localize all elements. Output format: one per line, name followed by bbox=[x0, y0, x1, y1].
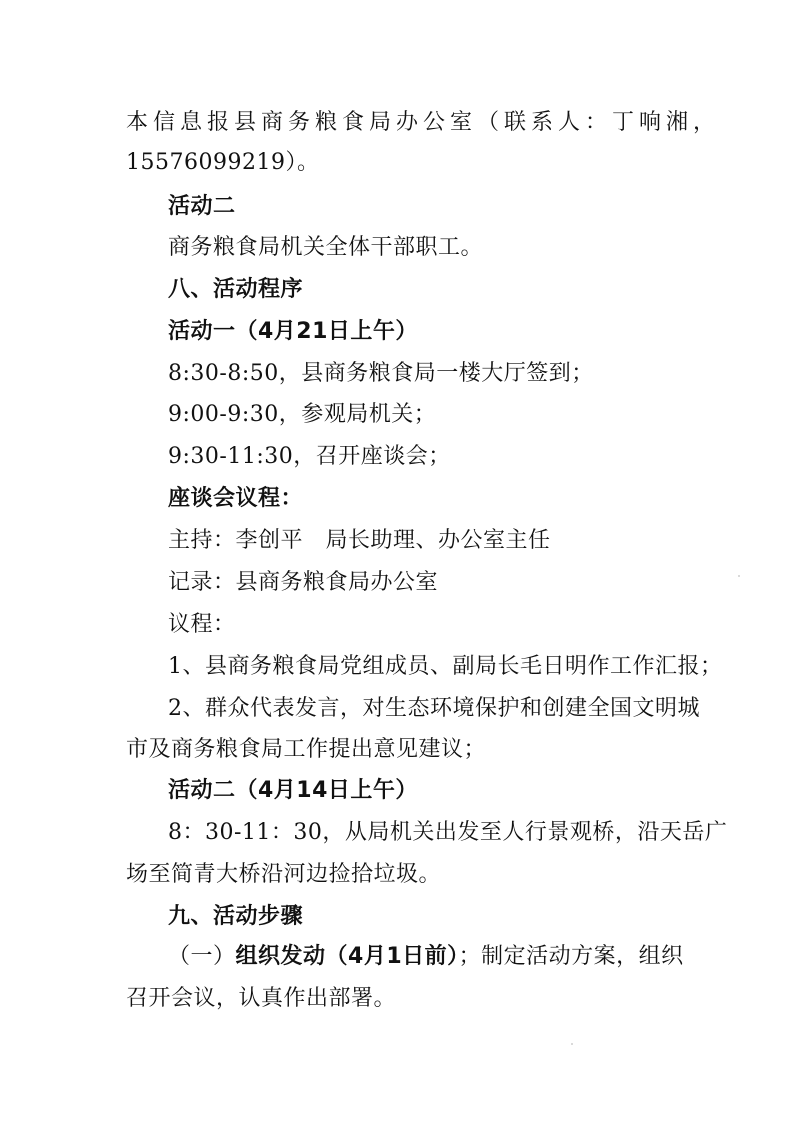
step-title: 组织发动（4月1日前） bbox=[235, 944, 459, 969]
schedule-line: 9:00-9:30，参观局机关； bbox=[168, 402, 437, 427]
section-heading: 九、活动步骤 bbox=[168, 904, 304, 929]
text-line: 议程： bbox=[168, 612, 236, 637]
schedule-line: 9:30-11:30，召开座谈会； bbox=[168, 444, 451, 469]
section-heading: 活动二（4月14日上午） bbox=[168, 778, 418, 803]
section-heading: 八、活动程序 bbox=[168, 277, 304, 302]
text-line: 本信息报县商务粮食局办公室（联系人：丁响湘， bbox=[126, 110, 721, 135]
scan-speck bbox=[571, 1043, 573, 1045]
agenda-item: 1、县商务粮食局党组成员、副局长毛日明作工作汇报； bbox=[168, 654, 723, 679]
section-heading: 座谈会议程： bbox=[168, 486, 304, 511]
scan-speck bbox=[738, 575, 740, 577]
text-line: 主持：李创平 局长助理、办公室主任 bbox=[168, 528, 551, 553]
step-text: ；制定活动方案，组织 bbox=[458, 944, 684, 969]
text-line: 商务粮食局机关全体干部职工。 bbox=[168, 235, 484, 260]
section-heading: 活动二 bbox=[168, 194, 236, 219]
schedule-line: 8：30-11：30，从局机关出发至人行景观桥，沿天岳广 bbox=[168, 820, 728, 845]
text-line: 15576099219）。 bbox=[126, 150, 320, 175]
text-line bbox=[168, 943, 684, 971]
step-number: （一） bbox=[168, 944, 236, 969]
agenda-item: 市及商务粮食局工作提出意见建议； bbox=[126, 737, 487, 762]
text-line: 场至简青大桥沿河边捡拾垃圾。 bbox=[126, 862, 442, 887]
agenda-item: 2、群众代表发言，对生态环境保护和创建全国文明城 bbox=[168, 696, 700, 721]
text-line: 召开会议，认真作出部署。 bbox=[126, 986, 397, 1011]
text-line: 记录：县商务粮食局办公室 bbox=[168, 570, 439, 595]
section-heading: 活动一（4月21日上午） bbox=[168, 319, 418, 344]
schedule-line: 8:30-8:50，县商务粮食局一楼大厅签到； bbox=[168, 361, 594, 386]
